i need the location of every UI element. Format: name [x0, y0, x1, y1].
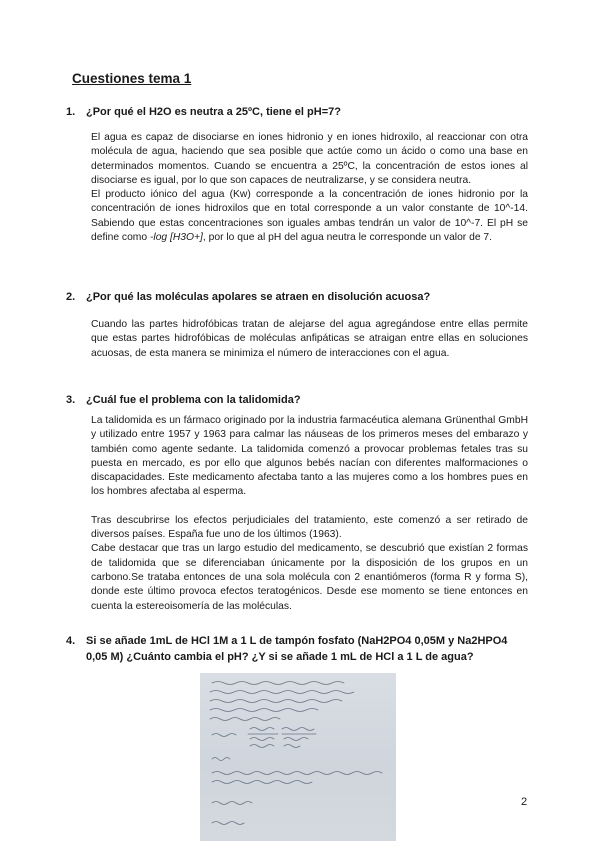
question-4-heading: [66, 633, 526, 665]
answer-3: [91, 414, 528, 614]
answer-paragraph: Cuando las partes hidrofóbicas tratan de alejarse del agua agregándose entre ellas permite que estas partes hidrofóbicas de moléculas anfipáticas se atraigan entre ellas en soluciones acuosas, de esta manera se minimiza el número de interacciones con el agua.: [91, 319, 528, 359]
formula: -log [H3O+]: [149, 232, 203, 244]
answer-1: [91, 131, 528, 245]
question-1-heading: [66, 104, 526, 120]
answer-paragraph: La talidomida es un fármaco originado por la industria farmacéutica alemana Grünenthal GmbH y utilizado entre 1957 y 1963 para calmar las náuseas de los primeros meses del embarazo y también como agente sedante. La talidomida comenzó a provocar problemas fetales tras su puesta en mercado, es por ello que algunos bebés nacían con diferentes malformaciones o discapacidades. Este medicamento afectaba tanto a las mujeres como a los hombres pues en los hombres afectaba al esperma.: [91, 415, 528, 498]
handwritten-notes-photo: [200, 673, 396, 841]
question-number: 3.: [66, 394, 76, 406]
answer-paragraph: El producto iónico del agua (Kw) corresponde a la concentración de iones hidronio por la concentración de iones hidroxilos que en total corresponde a un valor constante de 10^-14. Sabiendo que estas concentraciones son iguales ambas tendrán un valor de 10^-7. El pH se define como -log [H3O+], por lo que al pH del agua neutra le corresponde un valor de 7.: [91, 189, 528, 244]
question-3-heading: [66, 392, 526, 408]
answer-paragraph: Tras descubrirse los efectos perjudiciales del tratamiento, este comenzó a ser retirado de diversos países. España fue uno de los últimos (1963).: [91, 514, 528, 541]
answer-2: [91, 318, 528, 361]
question-number: 4.: [66, 635, 76, 647]
question-number: 2.: [66, 291, 76, 303]
question-text: Si se añade 1mL de HCl 1M a 1 L de tampón fosfato (NaH2PO4 0,05M y Na2HPO4 0,05 M) ¿Cuánto cambia el pH? ¿Y si se añade 1 mL de HCl a 1 L de agua?: [86, 635, 508, 663]
handwriting-scribbles: [200, 673, 396, 841]
question-text: ¿Cuál fue el problema con la talidomida?: [86, 394, 301, 406]
page-title: Cuestiones tema 1: [72, 71, 192, 86]
page-number: 2: [521, 796, 528, 808]
question-text: ¿Por qué las moléculas apolares se atraen en disolución acuosa?: [86, 291, 431, 303]
answer-paragraph: El agua es capaz de disociarse en iones hidronio y en iones hidroxilo, al reaccionar con otra molécula de agua, haciendo que sea posible que actúe como un ácido o como una base en determinados momentos. Cuando se encuentra a 25ºC, la concentración de estos iones al disociarse es igual, por lo que son capaces de neutralizarse, y se considera neutra.: [91, 132, 528, 186]
question-2-heading: [66, 289, 526, 305]
answer-paragraph: Cabe destacar que tras un largo estudio del medicamento, se descubrió que existían 2 formas de talidomida que se diferenciaban únicamente por la disposición de los grupos en un carbono.Se trataba entonces de una sola molécula con 2 enantiómeros (forma R y forma S), donde este último provoca efectos teratogénicos. Desde ese momento se tiene entonces en cuenta la estereoisomería de las moléculas.: [91, 543, 528, 612]
question-text: ¿Por qué el H2O es neutra a 25ºC, tiene el pH=7?: [86, 106, 341, 118]
question-number: 1.: [66, 106, 76, 118]
